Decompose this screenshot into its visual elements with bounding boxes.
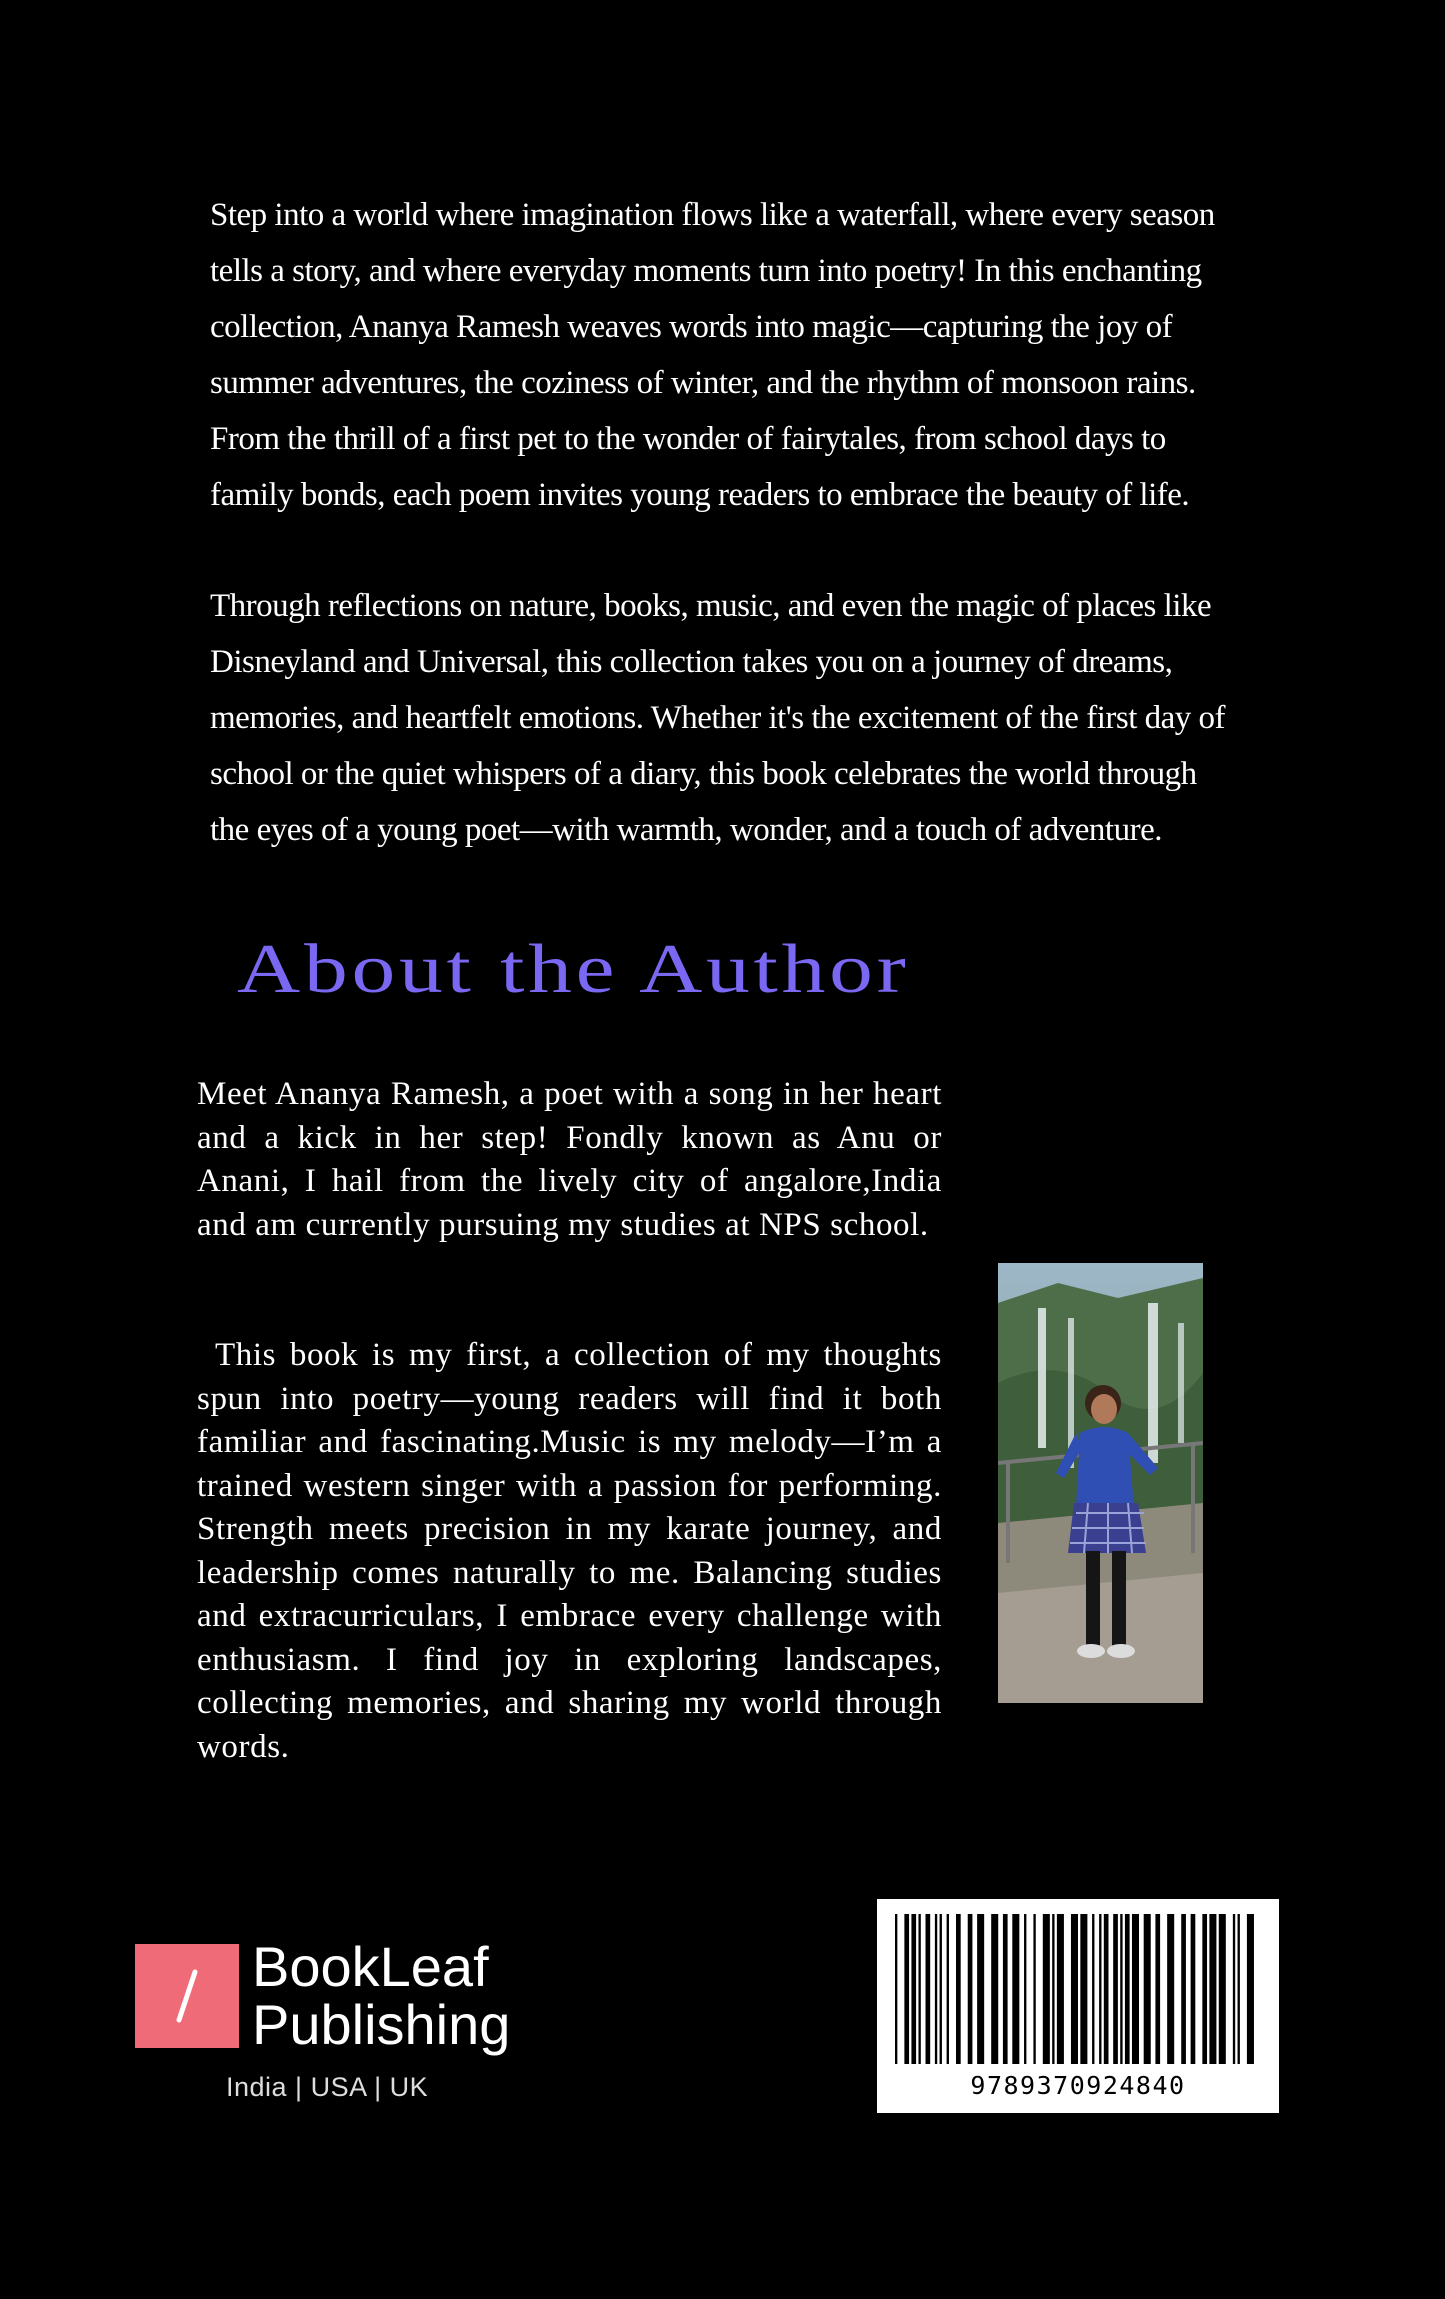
barcode-bar bbox=[1167, 1914, 1174, 2064]
barcode-bar bbox=[1181, 1914, 1186, 2064]
barcode-bars bbox=[895, 1914, 1261, 2064]
barcode-bar bbox=[940, 1914, 942, 2064]
author-photo-illustration bbox=[998, 1263, 1203, 1703]
blurb-paragraph-1: Step into a world where imagination flows like a waterfall, where every season tells a story, and where everyday moments turn into poetry! In this enchanting collection, Ananya Ramesh weaves words into magic—capturing the joy of summer adventures, the coziness of winter, and the rhythm of monsoon rains. From the thrill of a first pet to the wonder of fairytales, from school days to family bonds, each poem invites young readers to embrace the beauty of life. bbox=[210, 197, 1215, 513]
barcode-bar bbox=[1033, 1914, 1035, 2064]
about-author-heading: About the Author bbox=[237, 931, 910, 1008]
barcode-bar bbox=[1202, 1914, 1207, 2064]
barcode-bar bbox=[904, 1914, 909, 2064]
author-bio-paragraph-2: This book is my first, a collection of my thoughts spun into poetry—young readers will find it both familiar and fascinating.Music is my melody—I’m a trained western singer with a passion for performing. Strength meets precision in my karate journey, and leadership comes naturally to me. Balancing studies and extracurriculars, I embrace every challenge with enthusiasm. I find joy in exploring landscapes, collecting memories, and sharing my world through words. bbox=[197, 1337, 942, 1765]
barcode-bar bbox=[1071, 1914, 1078, 2064]
barcode-bar bbox=[1125, 1914, 1130, 2064]
publisher-name bbox=[252, 1935, 511, 2056]
barcode-bar bbox=[1104, 1914, 1109, 2064]
barcode-bar bbox=[1238, 1914, 1240, 2064]
barcode-bar bbox=[1080, 1914, 1087, 2064]
barcode-bar bbox=[1155, 1914, 1160, 2064]
barcode-bar bbox=[1120, 1914, 1122, 2064]
barcode-bar bbox=[1057, 1914, 1064, 2064]
barcode-bar bbox=[1092, 1914, 1094, 2064]
publisher-regions: India | USA | UK bbox=[226, 2072, 429, 2102]
barcode-bar bbox=[1099, 1914, 1101, 2064]
barcode-bar bbox=[1003, 1914, 1008, 2064]
barcode-bar bbox=[1132, 1914, 1139, 2064]
barcode-bar bbox=[1219, 1914, 1226, 2064]
barcode-bar bbox=[926, 1914, 931, 2064]
barcode-bar bbox=[1113, 1914, 1118, 2064]
barcode-bar bbox=[935, 1914, 937, 2064]
barcode-bar bbox=[956, 1914, 961, 2064]
barcode-bar bbox=[918, 1914, 920, 2064]
barcode-bar bbox=[1233, 1914, 1235, 2064]
blurb-paragraph-2: Through reflections on nature, books, music, and even the magic of places like Disneyland and Universal, this collection takes you on a journey of dreams, memories, and heartfelt emotions. Whether it's the excitement of the first day of school or the quiet whispers of a diary, this book celebrates the world through the eyes of a young poet—with warmth, wonder, and a touch of adventure. bbox=[210, 588, 1226, 848]
barcode-bar bbox=[947, 1914, 949, 2064]
isbn-barcode bbox=[877, 1899, 1279, 2113]
barcode-bar bbox=[1043, 1914, 1050, 2064]
author-bio-paragraph-1: Meet Ananya Ramesh, a poet with a song in her heart and a kick in her step! Fondly known as Anu or Anani, I hail from the lively city of angalore,India and am currently pursuing my studies at NPS school. bbox=[197, 1076, 942, 1243]
barcode-bar bbox=[1247, 1914, 1254, 2064]
barcode-bar bbox=[1144, 1914, 1151, 2064]
barcode-bar bbox=[911, 1914, 916, 2064]
barcode-bar bbox=[977, 1914, 984, 2064]
barcode-bar bbox=[1024, 1914, 1026, 2064]
author-photo bbox=[998, 1263, 1203, 1703]
publisher-name-line-1: BookLeaf bbox=[252, 1935, 489, 1998]
slash-icon bbox=[135, 1944, 239, 2048]
barcode-bar bbox=[895, 1914, 897, 2064]
publisher-logo bbox=[135, 1944, 239, 2048]
barcode-bar bbox=[968, 1914, 973, 2064]
barcode-bar bbox=[1052, 1914, 1054, 2064]
publisher-name-line-2: Publishing bbox=[252, 1993, 511, 2056]
barcode-bar bbox=[1012, 1914, 1019, 2064]
barcode-bar bbox=[991, 1914, 998, 2064]
barcode-bar bbox=[1209, 1914, 1216, 2064]
barcode-bar bbox=[1191, 1914, 1196, 2064]
isbn-number: 9789370924840 bbox=[970, 2071, 1186, 2100]
